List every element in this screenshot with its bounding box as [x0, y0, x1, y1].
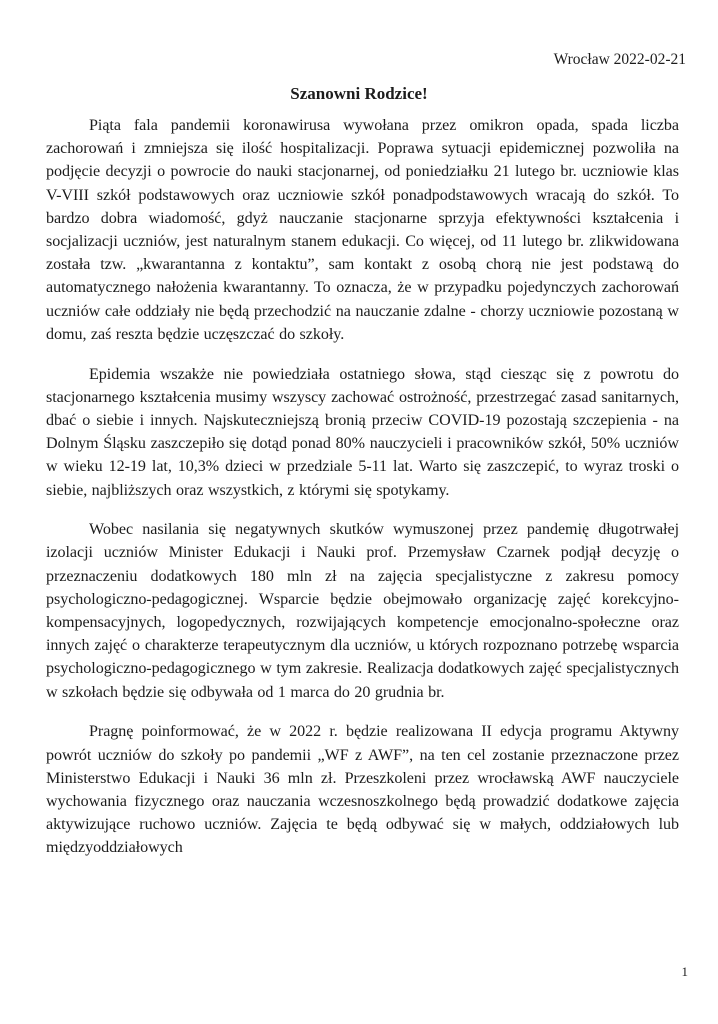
- paragraph-vaccination: Epidemia wszakże nie powiedziała ostatniego słowa, stąd ciesząc się z powrotu do stacjonarnego kształcenia musimy wszyscy zachować ostrożność, przestrzegać zasad sanitarnych, dbać o siebie i innych. Najskuteczniejszą bronią przeciw COVID-19 pozostają szczepienia - na Dolnym Śląsku zaszczepiło się dotąd ponad 80% nauczycieli i pracowników szkół, 50% uczniów w wieku 12-19 lat, 10,3% dzieci w przedziale 5-11 lat. Warto się zaszczepić, to wyraz troski o siebie, najbliższych oraz wszystkich, z którymi się spotykamy.: [46, 365, 679, 499]
- paragraph-wf-z-awf-program: Pragnę poinformować, że w 2022 r. będzie realizowana II edycja programu Aktywny powrót uczniów do szkoły po pandemii „WF z AWF”, na ten cel zostanie przeznaczone przez Ministerstwo Edukacji i Nauki 36 mln zł. Przeszkoleni przez wrocławską AWF nauczyciele wychowania fizycznego oraz nauczania wczesnoszkolnego będą prowadzić dodatkowe zajęcia aktywizujące ruchowo uczniów. Zajęcia te będą odbywać się w małych, oddziałowych lub międzyoddziałowych: [46, 723, 679, 857]
- paragraph-psychological-support: Wobec nasilania się negatywnych skutków wymuszonej przez pandemię długotrwałej izolacji uczniów Minister Edukacji i Nauki prof. Przemysław Czarnek podjął decyzję o przeznaczeniu dodatkowych 180 mln zł na zajęcia specjalistyczne z zakresu pomocy psychologiczno-pedagogicznej. Wsparcie będzie obejmowało organizację zajęć korekcyjno-kompensacyjnych, logopedycznych, rozwijających kompetencje emocjonalno-społeczne oraz innych zajęć o charakterze terapeutycznym dla uczniów, u których rozpoznano potrzebę wsparcia psychologiczno-pedagogicznego w tym zakresie. Realizacja dodatkowych zajęć specjalistycznych w szkołach będzie się odbywała od 1 marca do 20 grudnia br.: [46, 521, 679, 701]
- place-and-date: Wrocław 2022-02-21: [553, 51, 686, 68]
- paragraph-pandemic-wave: Piąta fala pandemii koronawirusa wywołana przez omikron opada, spada liczba zachorowań i zmniejsza się ilość hospitalizacji. Poprawa sytuacji epidemicznej pozwoliła na podjęcie decyzji o powrocie do nauki stacjonarnej, od poniedziałku 21 lutego br. uczniowie klas V-VIII szkół podstawowych oraz uczniowie szkół ponadpodstawowych wracają do szkół. To bardzo dobra wiadomość, gdyż nauczanie stacjonarne sprzyja efektywności kształcenia i socjalizacji uczniów, jest naturalnym stanem edukacji. Co więcej, od 11 lutego br. zlikwidowana została tzw. „kwarantanna z kontaktu”, sam kontakt z osobą chorą nie jest podstawą do automatycznego nałożenia kwarantanny. To oznacza, że w przypadku pojedynczych zachorowań uczniów całe oddziały nie będą przechodzić na nauczanie zdalne - chorzy uczniowie pozostaną w domu, zaś reszta będzie uczęszczać do szkoły.: [46, 117, 679, 343]
- page-number: 1: [681, 964, 688, 979]
- letter-salutation: Szanowni Rodzice!: [290, 84, 428, 103]
- letter-body: [46, 114, 679, 876]
